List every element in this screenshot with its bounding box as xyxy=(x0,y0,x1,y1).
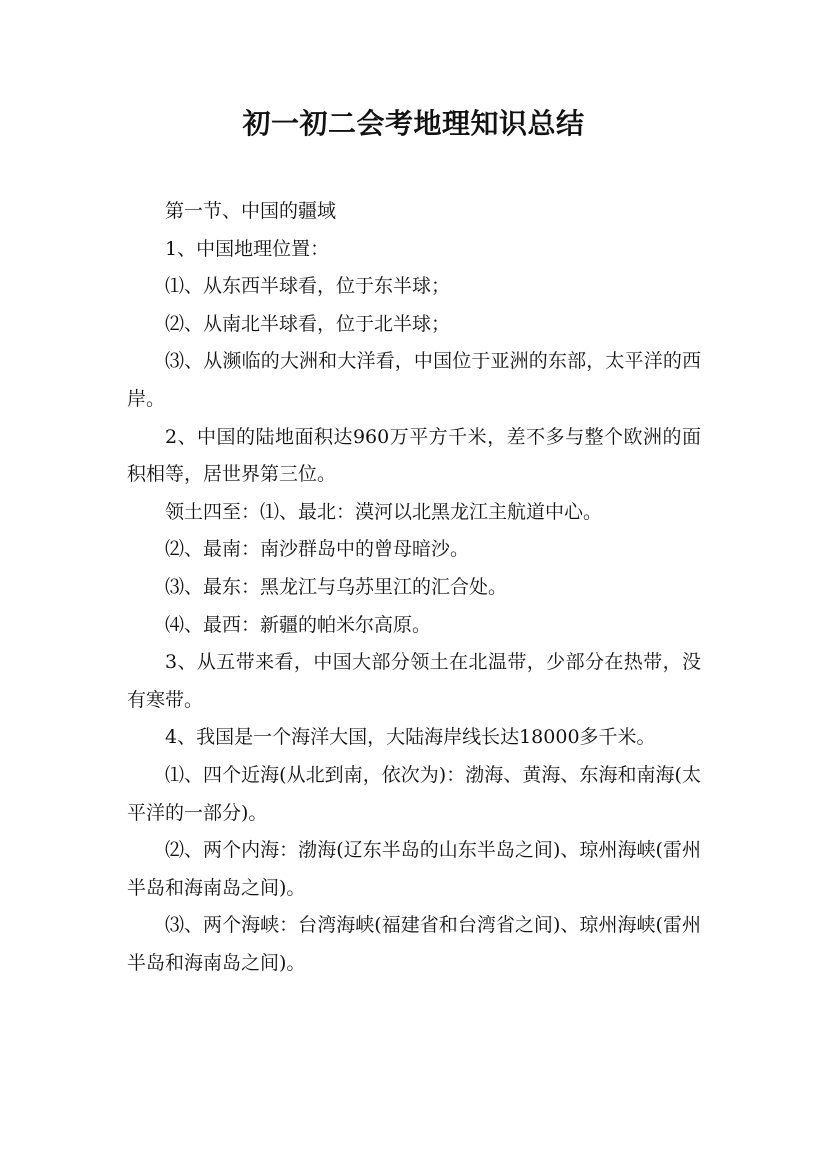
paragraph-east-west: ⑴、从东西半球看，位于东半球； xyxy=(165,275,451,298)
section-heading: 第一节、中国的疆域 xyxy=(165,200,337,222)
paragraph-land-area: 2、中国的陆地面积达960万平方千米，差不多与整个欧洲的面积相等，居世界第三位。 xyxy=(127,425,701,486)
paragraph-coastline: 4、我国是一个海洋大国，大陆海岸线长达18000多千米。 xyxy=(165,726,656,749)
paragraph-continent-ocean: ⑶、从濒临的大洲和大洋看，中国位于亚洲的东部，太平洋的西岸。 xyxy=(127,350,701,410)
paragraph-extreme-south: ⑵、最南：南沙群岛中的曾母暗沙。 xyxy=(165,538,470,561)
document-body xyxy=(127,193,701,982)
paragraph-climate-zones: 3、从五带来看，中国大部分领土在北温带，少部分在热带，没有寒带。 xyxy=(127,651,701,711)
document-title: 初一初二会考地理知识总结 xyxy=(242,107,585,140)
paragraph-inner-seas: ⑵、两个内海：渤海(辽东半岛的山东半岛之间)、琼州海峡(雷州半岛和海南岛之间)。 xyxy=(127,839,701,899)
paragraph-location-heading: 1、中国地理位置： xyxy=(165,237,330,260)
paragraph-extreme-east: ⑶、最东：黑龙江与乌苏里江的汇合处。 xyxy=(165,575,508,598)
paragraph-extreme-north: 领土四至：⑴、最北：漠河以北黑龙江主航道中心。 xyxy=(165,500,603,523)
paragraph-straits: ⑶、两个海峡：台湾海峡(福建省和台湾省之间)、琼州海峡(雷州半岛和海南岛之间)。 xyxy=(127,914,701,974)
paragraph-extreme-west: ⑷、最西：新疆的帕米尔高原。 xyxy=(165,613,432,636)
paragraph-north-south: ⑵、从南北半球看，位于北半球； xyxy=(165,312,451,335)
paragraph-near-seas: ⑴、四个近海(从北到南，依次为)：渤海、黄海、东海和南海(太平洋的一部分)。 xyxy=(127,763,701,824)
